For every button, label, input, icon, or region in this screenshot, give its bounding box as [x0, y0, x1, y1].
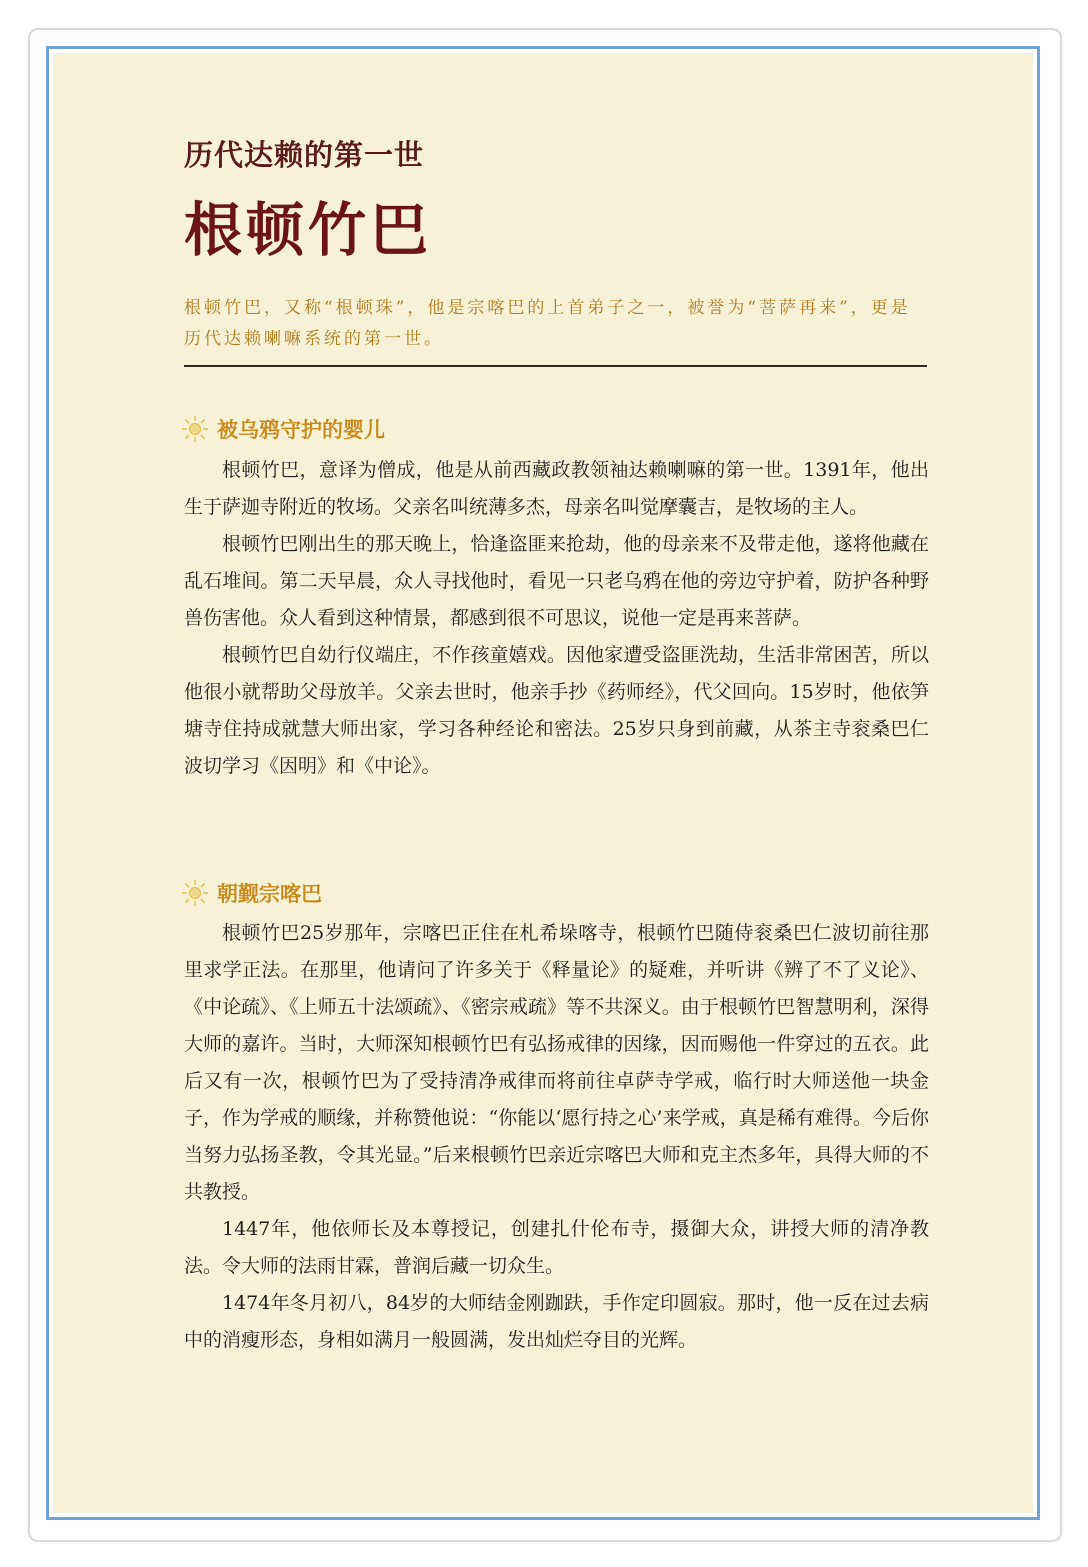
- document-page: [53, 53, 1033, 1513]
- divider-rule: [184, 365, 927, 367]
- sun-icon: [181, 415, 209, 443]
- section-heading-text: 被乌鸦守护的婴儿: [217, 418, 385, 442]
- paragraph: 根顿竹巴25岁那年，宗喀巴正住在札希垛喀寺，根顿竹巴随侍衮桑巴仁波切前往那里求学正法。在那里，他请问了许多关于《释量论》的疑难，并听讲《辨了不了义论》、《中论疏》、《上师五十法颂疏》、《密宗戒疏》等不共深义。由于根顿竹巴智慧明利，深得大师的嘉许。当时，大师深知根顿竹巴有弘扬戒律的因缘，因而赐他一件穿过的五衣。此后又有一次，根顿竹巴为了受持清净戒律而将前往卓萨寺学戒，临行时大师送他一块金子，作为学戒的顺缘，并称赞他说：“你能以‘愿行持之心’来学戒，真是稀有难得。今后你当努力弘扬圣教，令其光显。”后来根顿竹巴亲近宗喀巴大师和克主杰多年，具得大师的不共教授。: [184, 922, 929, 1203]
- paragraph: 根顿竹巴，意译为僧成，他是从前西藏政教领袖达赖喇嘛的第一世。1391年，他出生于萨迦寺附近的牧场。父亲名叫统薄多杰，母亲名叫觉摩囊吉，是牧场的主人。: [184, 459, 929, 518]
- sun-icon: [181, 879, 209, 907]
- section-heading-2: [181, 878, 322, 908]
- paragraph: 根顿竹巴刚出生的那天晚上，恰逢盗匪来抢劫，他的母亲来不及带走他，遂将他藏在乱石堆间。第二天早晨，众人寻找他时，看见一只老乌鸦在他的旁边守护着，防护各种野兽伤害他。众人看到这种情景，都感到很不可思议，说他一定是再来菩萨。: [184, 533, 929, 629]
- section-heading-1: [181, 414, 385, 444]
- section-heading-text: 朝觐宗喀巴: [217, 882, 322, 906]
- paragraph: 根顿竹巴自幼行仪端庄，不作孩童嬉戏。因他家遭受盗匪洗劫，生活非常困苦，所以他很小就帮助父母放羊。父亲去世时，他亲手抄《药师经》，代父回向。15岁时，他依笋塘寺住持成就慧大师出家，学习各种经论和密法。25岁只身到前藏，从茶主寺衮桑巴仁波切学习《因明》和《中论》。: [184, 644, 929, 777]
- paragraph: 1447年，他依师长及本尊授记，创建扎什伦布寺，摄御大众，讲授大师的清净教法。令大师的法雨甘霖，普润后藏一切众生。: [184, 1218, 929, 1277]
- section-body-2: [184, 915, 929, 1359]
- page-supertitle: 历代达赖的第一世: [184, 138, 425, 172]
- section-body-1: [184, 452, 929, 785]
- page-title: 根顿竹巴: [184, 196, 433, 264]
- intro-paragraph: 根顿竹巴，又称“根顿珠”，他是宗喀巴的上首弟子之一，被誉为“菩萨再来”，更是历代达赖喇嘛系统的第一世。: [184, 298, 911, 349]
- paragraph: 1474年冬月初八，84岁的大师结金刚跏趺，手作定印圆寂。那时，他一反在过去病中的消瘦形态，身相如满月一般圆满，发出灿烂夺目的光辉。: [184, 1292, 929, 1351]
